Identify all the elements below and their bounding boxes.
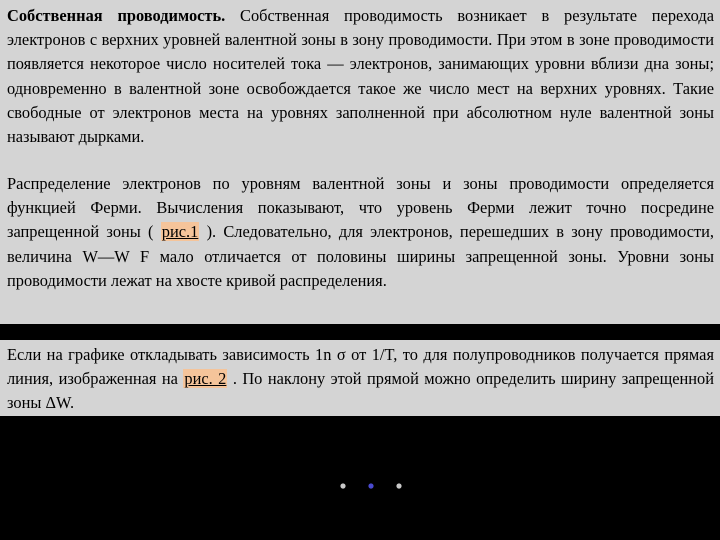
nav-dot-left[interactable]	[340, 483, 345, 488]
paragraph-intrinsic-conductivity	[7, 4, 714, 149]
paragraph2-text-after: ). Следовательно, для электронов, перешедших в зону проводимости, величина W—W F мало отличается от половины ширины запрещенной зоны. Уровни зоны проводимости лежат на хвосте кривой распределения.	[7, 222, 714, 290]
figure-2-link[interactable]: рис. 2	[184, 369, 227, 389]
nav-dot-middle[interactable]	[368, 483, 373, 488]
paragraph2-text-before: Распределение электронов по уровням валентной зоны и зоны проводимости определяется функцией Ферми. Вычисления показывают, что уровень Ферми лежит точно посредине запрещенной зоны (	[7, 174, 714, 242]
figure-1-link[interactable]: рис.1	[161, 222, 199, 242]
paragraph1-text: Собственная проводимость возникает в результате перехода электронов с верхних уровней валентной зоны в зону проводимости. При этом в зоне проводимости появляется некоторое число носителей тока — электронов, занимающих уровни вблизи дна зоны; одновременно в валентной зоне освобождается такое же число мест на верхних уровнях. Такие свободные от электронов места на уровнях заполненной при абсолютном нуле валентной зоны называют дырками.	[7, 6, 714, 147]
text-panel-bottom	[0, 340, 720, 416]
paragraph-fermi-distribution	[7, 172, 714, 293]
paragraph-band-gap-graph	[7, 343, 714, 416]
paragraph3-text-before: Если на графике откладывать зависимость 1n σ от 1/T, то для полупроводников получается прямая линия, изображенная на	[7, 345, 714, 389]
nav-dot-right[interactable]	[396, 483, 401, 488]
paragraph3-text-after: . По наклону этой прямой можно определить ширину запрещенной зоны ΔW.	[7, 369, 714, 413]
term-heading: Собственная проводимость.	[7, 6, 226, 25]
